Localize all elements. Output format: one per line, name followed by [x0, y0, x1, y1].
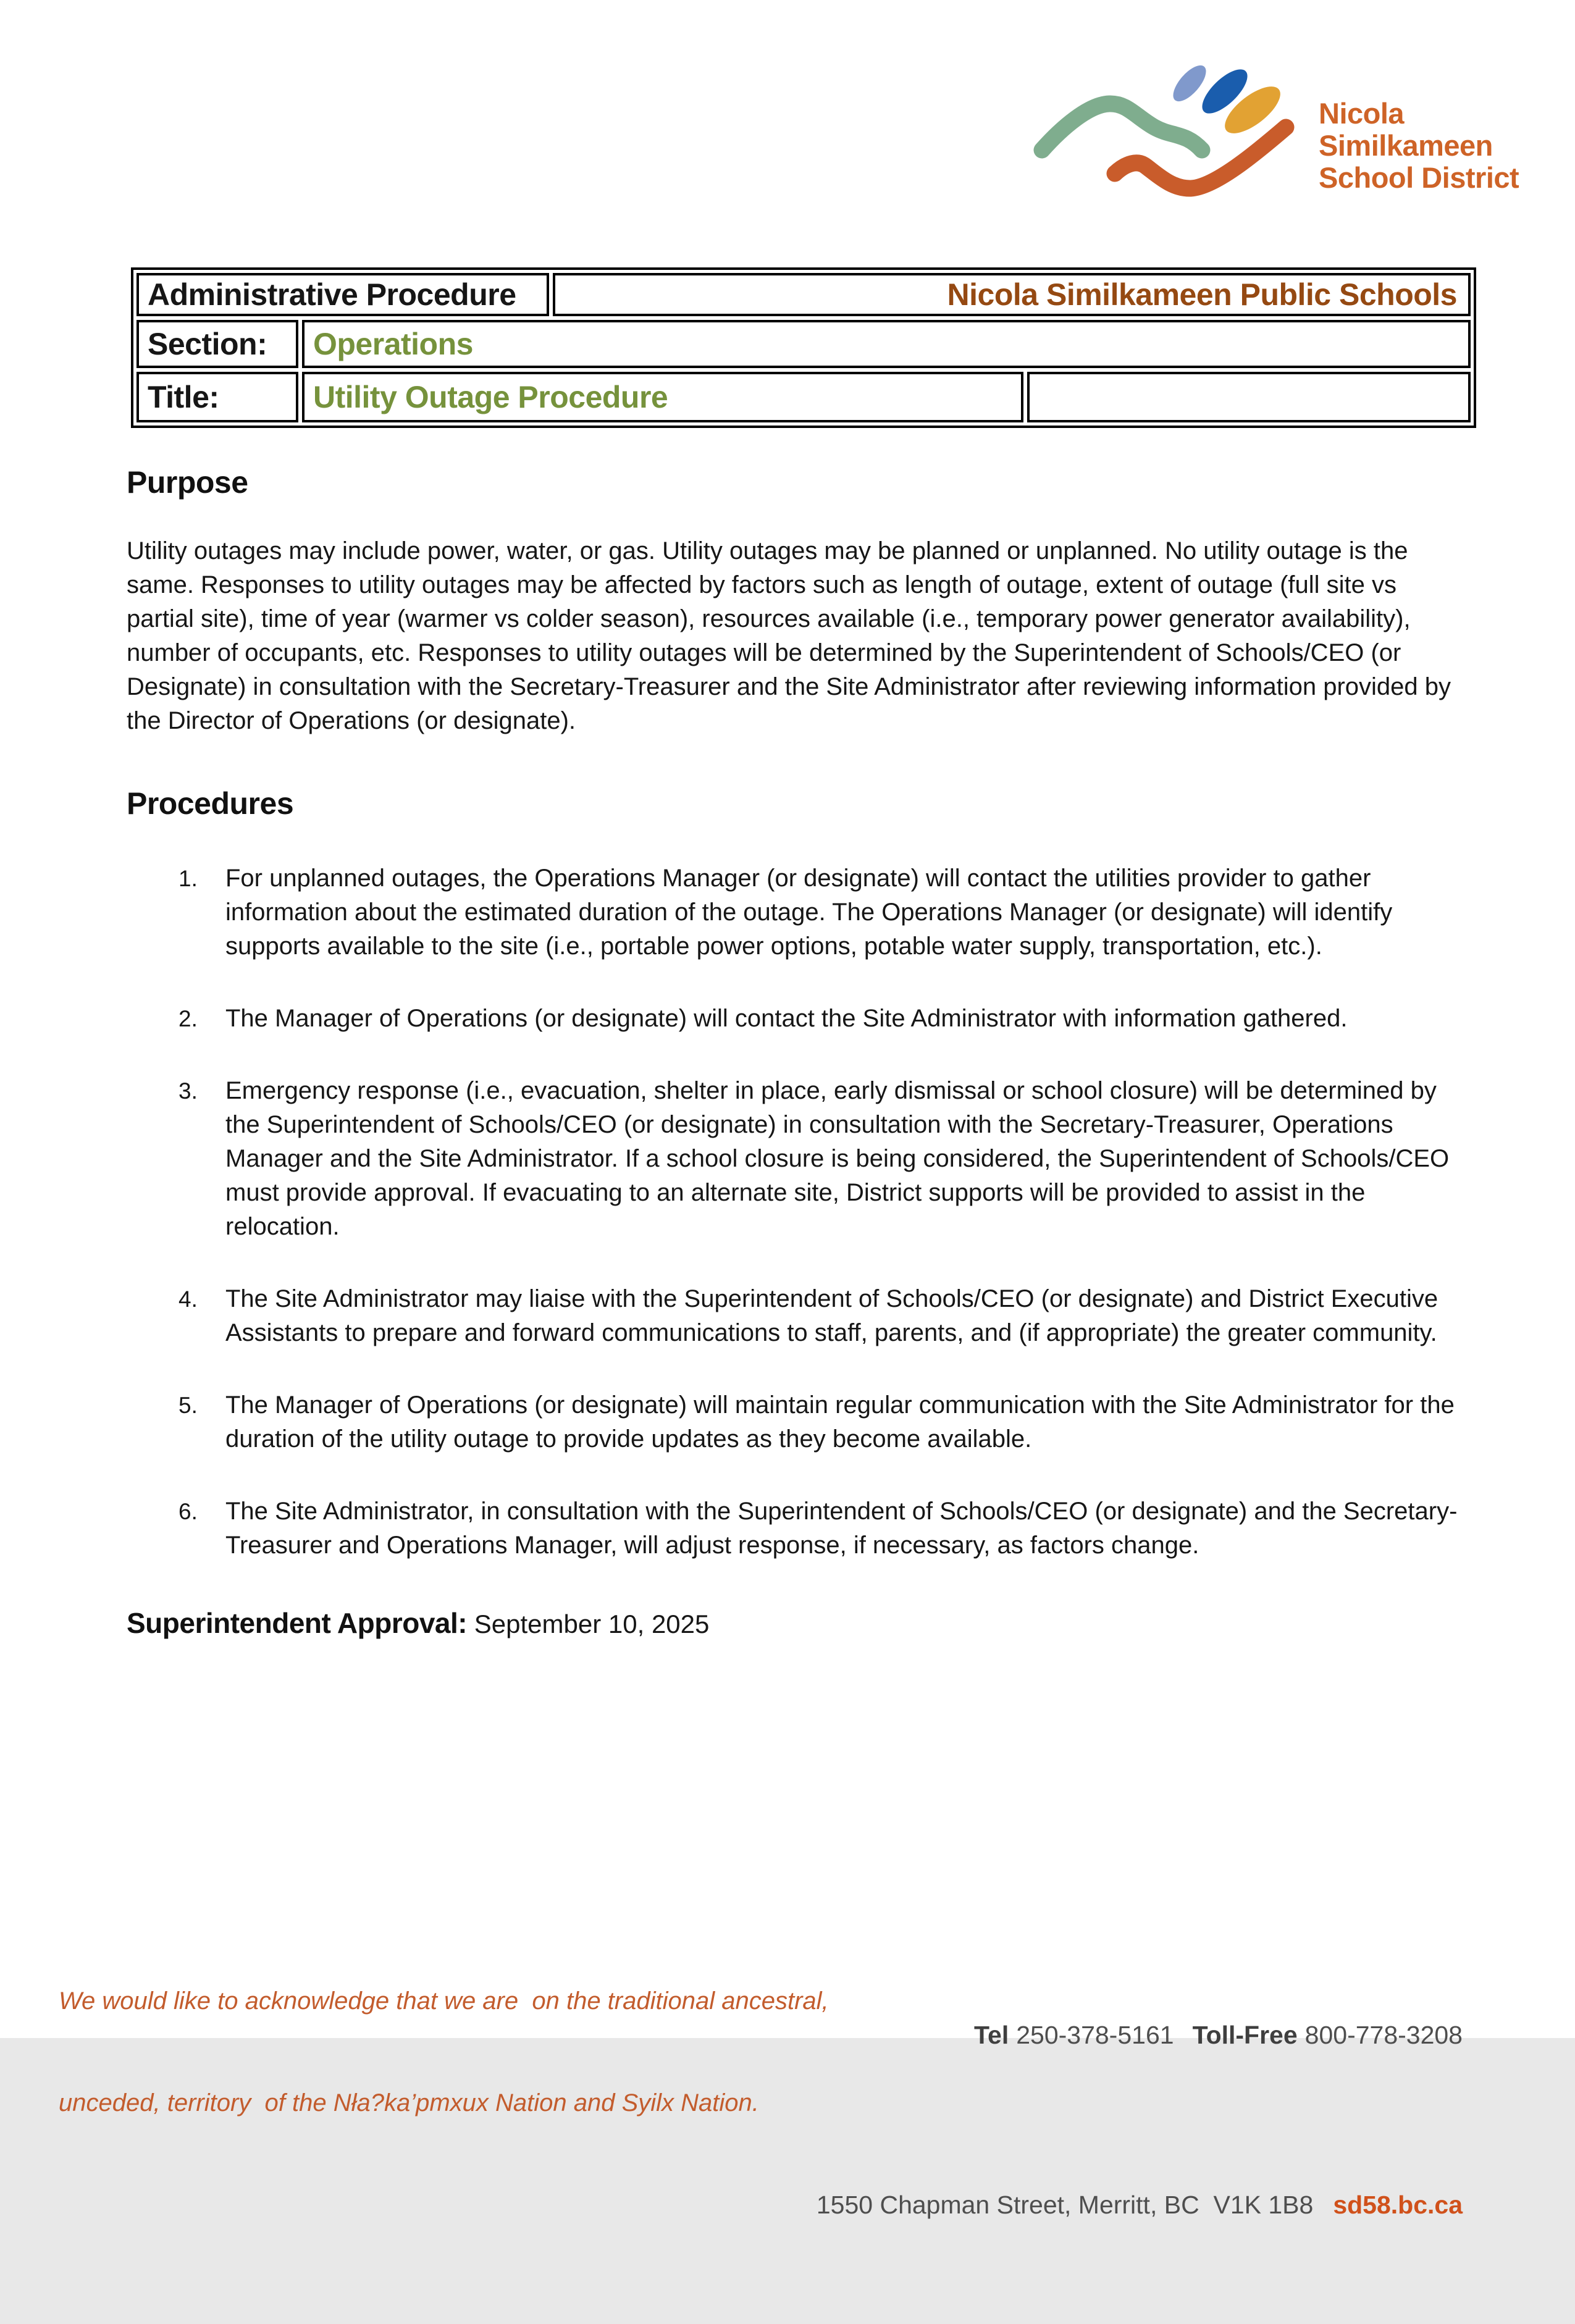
section-label-cell: Section:	[136, 320, 298, 368]
procedure-item-text: The Manager of Operations (or designate) will contact the Site Administrator with information gathered.	[225, 1005, 1348, 1032]
procedure-item-text: The Site Administrator, in consultation with the Superintendent of Schools/CEO (or designate) and the Secretary-Treasurer and Operations Manager, will adjust response, if necessary, as factors change.	[225, 1498, 1458, 1559]
title-label-cell: Title:	[136, 372, 298, 422]
wordmark-line-3: School District	[1319, 161, 1519, 194]
procedure-item-text: The Manager of Operations (or designate) will maintain regular communication with the Site Administrator for the duration of the utility outage to provide updates as they become available.	[225, 1391, 1455, 1453]
superintendent-approval-line	[127, 1606, 709, 1642]
land-acknowledgment	[59, 1916, 829, 2188]
district-logo	[1019, 43, 1519, 222]
tel-label: Tel	[974, 2021, 1009, 2049]
procedure-item	[127, 1495, 1467, 1563]
approval-date: September 10, 2025	[467, 1609, 710, 1638]
procedure-item-number: 6.	[178, 1499, 198, 1524]
procedure-item	[127, 1282, 1467, 1350]
wordmark-line-2: Similkameen	[1319, 129, 1493, 162]
district-contact-info	[775, 1916, 1463, 2324]
procedure-item-text: For unplanned outages, the Operations Manager (or designate) will contact the utilities provider to gather information about the estimated duration of the outage. The Operations Manager (or designate) will identify supports available to the site (i.e., portable power options, potable water supply, transportation, etc.).	[225, 865, 1393, 960]
acknowledgment-line-1: We would like to acknowledge that we are on the traditional ancestral,	[59, 1987, 829, 2015]
section-value-cell: Operations	[302, 320, 1471, 368]
header-row-title	[136, 372, 1471, 422]
procedure-item	[127, 1388, 1467, 1456]
procedure-item	[127, 1002, 1467, 1036]
phone-line	[775, 1984, 1463, 2086]
acknowledgment-line-2: unceded, territory of the Nła?ka’pmxux Nation and Syilx Nation.	[59, 2089, 759, 2116]
title-empty-cell	[1027, 372, 1471, 422]
district-logo-graphic	[1019, 43, 1303, 222]
organization-cell: Nicola Similkameen Public Schools	[553, 273, 1471, 316]
procedure-item-text: The Site Administrator may liaise with the Superintendent of Schools/CEO (or designate) and District Executive Assistants to prepare and forward communications to staff, parents, and (if appropriate) the greater community.	[225, 1285, 1438, 1346]
tollfree-label: Toll-Free	[1192, 2021, 1298, 2049]
procedure-header-table	[131, 267, 1476, 428]
procedure-item-text: Emergency response (i.e., evacuation, shelter in place, early dismissal or school closure) will be determined by the Superintendent of Schools/CEO (or designate) in consultation with the Secretary-Treasurer, Operations Manager and the Site Administrator. If a school closure is being considered, the Superintendent of Schools/CEO must provide approval. If evacuating to an alternate site, District supports will be provided to assist in the relocation.	[225, 1077, 1450, 1240]
procedures-heading: Procedures	[127, 786, 294, 821]
tel-number: 250-378-5161	[1016, 2021, 1174, 2049]
tollfree-number: 800-778-3208	[1304, 2021, 1463, 2049]
header-row-doc-type	[136, 273, 1471, 316]
procedure-item-number: 1.	[178, 866, 198, 891]
purpose-paragraph: Utility outages may include power, water, or gas. Utility outages may be planned or unplanned. No utility outage is the same. Responses to utility outages may be affected by factors such as length of outage, extent of outage (full site vs partial site), time of year (warmer vs colder season), resources available (i.e., temporary power generator availability), number of occupants, etc. Responses to utility outages will be determined by the Superintendent of Schools/CEO (or Designate) in consultation with the Secretary-Treasurer and the Site Administrator after reviewing information provided by the Director of Operations (or designate).	[127, 537, 1451, 734]
procedure-item	[127, 1074, 1467, 1244]
district-wordmark	[1319, 98, 1519, 194]
logo-green-swoosh	[1042, 104, 1202, 150]
district-website: sd58.bc.ca	[1333, 2191, 1463, 2219]
procedure-item	[127, 862, 1467, 963]
procedure-item-number: 4.	[178, 1286, 198, 1312]
address-line	[775, 2154, 1463, 2256]
purpose-heading: Purpose	[127, 465, 248, 500]
procedure-item-number: 5.	[178, 1393, 198, 1418]
approval-label: Superintendent Approval:	[127, 1607, 468, 1639]
title-value-cell: Utility Outage Procedure	[302, 372, 1023, 422]
procedure-item-number: 2.	[178, 1006, 198, 1031]
wordmark-line-1: Nicola	[1319, 97, 1405, 130]
doc-type-cell: Administrative Procedure	[136, 273, 549, 316]
header-row-section	[136, 320, 1471, 368]
street-address: 1550 Chapman Street, Merritt, BC V1K 1B8	[816, 2191, 1314, 2219]
procedures-list	[127, 862, 1467, 1601]
procedure-item-number: 3.	[178, 1078, 198, 1104]
